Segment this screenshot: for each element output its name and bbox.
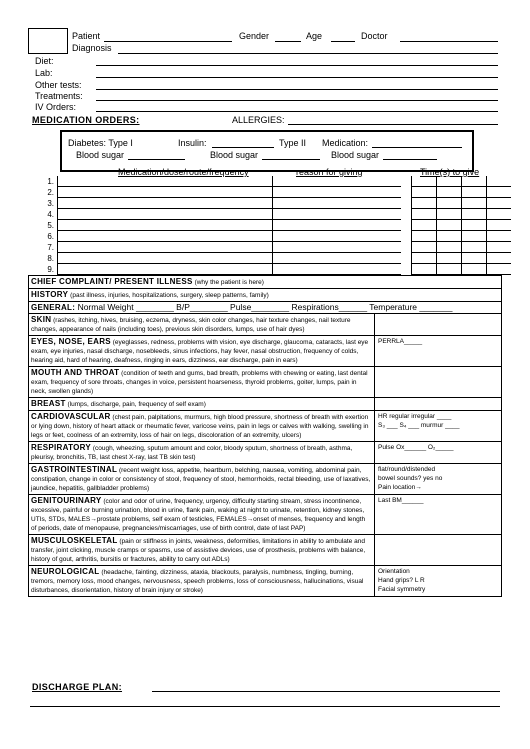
exam-section-title: SKIN bbox=[31, 315, 52, 324]
medication-row[interactable] bbox=[30, 209, 511, 220]
medication-row[interactable] bbox=[30, 264, 511, 275]
history-note: (past illness, injuries, hospitalizations, surgery, sleep patterns, family) bbox=[70, 292, 269, 299]
exam-section-body bbox=[29, 411, 374, 441]
exam-section-title: GENITOURINARY bbox=[31, 496, 102, 505]
medication-cell[interactable] bbox=[401, 231, 412, 242]
medication-cell[interactable] bbox=[462, 242, 487, 253]
medication-cell[interactable] bbox=[58, 242, 273, 253]
exam-section-row[interactable] bbox=[29, 336, 501, 367]
iv-orders-field[interactable] bbox=[96, 111, 498, 112]
diet-label: Diet: bbox=[35, 56, 54, 66]
exam-section-row[interactable] bbox=[29, 367, 501, 398]
medication-cell[interactable] bbox=[58, 253, 273, 264]
medication-row[interactable] bbox=[30, 187, 511, 198]
exam-section-body bbox=[29, 314, 374, 335]
discharge-plan-label: DISCHARGE PLAN: bbox=[32, 682, 123, 692]
medication-cell[interactable] bbox=[58, 198, 273, 209]
exam-section-findings[interactable]: Pulse Ox______ O₂_____ bbox=[374, 442, 501, 463]
medication-row-number: 1. bbox=[47, 176, 54, 186]
exam-section-findings[interactable] bbox=[374, 314, 501, 335]
medication-field[interactable] bbox=[372, 147, 462, 148]
medication-cell[interactable] bbox=[401, 253, 412, 264]
exam-section-body bbox=[29, 442, 374, 463]
medication-cell[interactable] bbox=[273, 231, 402, 242]
iv-orders-label: IV Orders: bbox=[35, 102, 77, 112]
medication-cell[interactable] bbox=[462, 231, 487, 242]
medication-cell[interactable] bbox=[437, 176, 462, 187]
exam-section-findings[interactable]: Last BM______ bbox=[374, 495, 501, 534]
exam-section-text: (condition of teeth and gums, bad breath, problems with chewing or eating, last dental exam, frequency of sore throats, changes in voice, persistent hoarseness, thyroid problems, goiter, lumps, pain in neck, swollen glands) bbox=[31, 370, 368, 395]
medication-cell[interactable] bbox=[401, 209, 412, 220]
blood-sugar-2-field[interactable] bbox=[262, 159, 320, 160]
medication-cell[interactable] bbox=[401, 242, 412, 253]
patient-label: Patient bbox=[72, 31, 101, 41]
medication-cell[interactable] bbox=[273, 264, 402, 275]
exam-section-text: (lumps, discharge, pain, frequency of self exam) bbox=[67, 401, 206, 408]
medication-cell[interactable] bbox=[487, 253, 512, 264]
exam-section-body bbox=[29, 336, 374, 366]
exam-section-title: MUSCULOSKELETAL bbox=[31, 536, 118, 545]
history-title: HISTORY bbox=[31, 290, 69, 299]
exam-section-text: (eyeglasses, redness, problems with vision, eye discharge, glaucoma, cataracts, last eye exam, eye injuries, nasal discharge, nosebleeds, sinus infections, hay fever, nasal obstruction, frequency of colds, hearing aid, hard of hearing, deafness, ringing in ears, dizziness, ear discharge, pain in ears) bbox=[31, 339, 369, 364]
medication-cell[interactable] bbox=[401, 187, 412, 198]
medication-cell[interactable] bbox=[273, 209, 402, 220]
medication-cell[interactable] bbox=[462, 220, 487, 231]
medication-cell[interactable] bbox=[412, 253, 437, 264]
medication-cell[interactable] bbox=[58, 220, 273, 231]
exam-section-body bbox=[29, 566, 374, 596]
medication-cell[interactable] bbox=[273, 187, 402, 198]
lab-label: Lab: bbox=[35, 68, 53, 78]
exam-section-row[interactable] bbox=[29, 464, 501, 495]
medication-cell[interactable] bbox=[437, 253, 462, 264]
doctor-label: Doctor bbox=[361, 31, 388, 41]
exam-section-findings[interactable]: Orientation Hand grips? L R Facial symmetry bbox=[374, 566, 501, 596]
medication-row-number: 5. bbox=[47, 220, 54, 230]
history-row[interactable] bbox=[29, 289, 501, 302]
diabetes-type1-label: Diabetes: Type I bbox=[68, 138, 133, 148]
medication-row[interactable] bbox=[30, 198, 511, 209]
medication-cell[interactable] bbox=[412, 220, 437, 231]
medication-cell[interactable] bbox=[273, 176, 402, 187]
exam-section-text: (headache, fainting, dizziness, ataxia, blackouts, paralysis, numbness, tingling, burning, tremors, memory loss, mood changes, nervousness, speech problems, loss of consciousness, hallucinations, visual disturbances, disorientation, history of brain injury or stroke) bbox=[31, 569, 364, 594]
diagnosis-field[interactable] bbox=[118, 53, 498, 54]
insulin-field[interactable] bbox=[212, 147, 274, 148]
exam-section-row[interactable] bbox=[29, 566, 501, 596]
exam-section-body bbox=[29, 495, 374, 534]
medication-cell[interactable] bbox=[437, 231, 462, 242]
medication-cell[interactable] bbox=[273, 253, 402, 264]
exam-section-text: (color and odor of urine, frequency, urgency, difficulty starting stream, stress incontinence, excessive, painful or burning urination, blood in urine, flank pain, waking at night to urinate, retention, kidney stones, UTIs, STDs, MALES→prostate problems, self exam of testicles, FEMALES→onset of menses, frequency and length of periods, date of menopause, pregnancies/miscarriages, use of birth control, date of last PAP) bbox=[31, 498, 366, 532]
discharge-plan-line-2[interactable] bbox=[30, 706, 500, 707]
medication-cell[interactable] bbox=[487, 242, 512, 253]
discharge-plan-line-1[interactable] bbox=[152, 691, 500, 692]
exam-section-row[interactable] bbox=[29, 398, 501, 411]
medication-cell[interactable] bbox=[401, 220, 412, 231]
chief-complaint-note: (why the patient is here) bbox=[194, 279, 264, 286]
medication-orders-heading: MEDICATION ORDERS: bbox=[32, 115, 140, 125]
medication-cell[interactable] bbox=[412, 209, 437, 220]
medication-cell[interactable] bbox=[401, 176, 412, 187]
exam-form bbox=[28, 275, 502, 597]
blood-sugar-3-label: Blood sugar bbox=[331, 150, 380, 160]
medication-cell[interactable] bbox=[412, 176, 437, 187]
col-reason-header: reason for giving bbox=[296, 167, 363, 177]
doctor-field[interactable] bbox=[400, 41, 498, 42]
medication-cell[interactable] bbox=[462, 253, 487, 264]
gender-field[interactable] bbox=[275, 41, 301, 42]
medication-cell[interactable] bbox=[437, 187, 462, 198]
medication-cell[interactable] bbox=[462, 264, 487, 275]
medication-cell[interactable] bbox=[412, 231, 437, 242]
exam-section-row[interactable] bbox=[29, 442, 501, 464]
medication-cell[interactable] bbox=[412, 187, 437, 198]
medication-table bbox=[30, 176, 511, 275]
age-label: Age bbox=[306, 31, 323, 41]
medication-row-number: 6. bbox=[47, 231, 54, 241]
medication-cell[interactable] bbox=[273, 220, 402, 231]
patient-field[interactable] bbox=[104, 41, 232, 42]
exam-section-title: NEUROLOGICAL bbox=[31, 567, 100, 576]
exam-section-title: GASTROINTESTINAL bbox=[31, 465, 118, 474]
exam-section-text: (pain or stiffness in joints, weakness, deformities, limitations in ability to ambulate and transfer, joint clicking, muscle cramps or spasms, use of assistive devices, use of prosthesis, problems with balance, history of gout, arthritis, bursitis or fractures, ability to carry out ADLs) bbox=[31, 538, 366, 563]
medication-cell[interactable] bbox=[487, 198, 512, 209]
medication-cell[interactable] bbox=[401, 264, 412, 275]
exam-section-title: MOUTH AND THROAT bbox=[31, 368, 120, 377]
medication-row[interactable] bbox=[30, 253, 511, 264]
treatments-label: Treatments: bbox=[35, 91, 83, 101]
medication-cell[interactable] bbox=[412, 198, 437, 209]
blood-sugar-3-field[interactable] bbox=[383, 159, 437, 160]
age-field[interactable] bbox=[331, 41, 355, 42]
general-title: GENERAL: bbox=[31, 303, 76, 312]
exam-section-findings[interactable]: HR regular irregular ____ S₃ ___ S₄ ___ murmur ____ bbox=[374, 411, 501, 441]
diagnosis-label: Diagnosis bbox=[72, 43, 112, 53]
medication-cell[interactable] bbox=[412, 242, 437, 253]
exam-section-text: (rashes, itching, hives, bruising, eczema, dryness, skin color changes, hair texture changes, nail texture changes, appearance of nails (including toes), previous skin disorders, lumps, use of hair dyes) bbox=[31, 317, 351, 333]
exam-section-findings[interactable] bbox=[374, 398, 501, 410]
medication-cell[interactable] bbox=[437, 198, 462, 209]
medication-cell[interactable] bbox=[487, 209, 512, 220]
medication-cell[interactable] bbox=[58, 209, 273, 220]
medication-cell[interactable] bbox=[462, 198, 487, 209]
exam-section-body bbox=[29, 398, 374, 410]
medication-cell[interactable] bbox=[58, 187, 273, 198]
blood-sugar-1-label: Blood sugar bbox=[76, 150, 125, 160]
medication-cell[interactable] bbox=[487, 220, 512, 231]
blood-sugar-2-label: Blood sugar bbox=[210, 150, 259, 160]
medication-cell[interactable] bbox=[401, 198, 412, 209]
gender-label: Gender bbox=[239, 31, 270, 41]
exam-section-row[interactable] bbox=[29, 495, 501, 535]
medication-cell[interactable] bbox=[487, 264, 512, 275]
medication-row[interactable] bbox=[30, 176, 511, 187]
medication-cell[interactable] bbox=[487, 176, 512, 187]
medication-cell[interactable] bbox=[487, 231, 512, 242]
medication-cell[interactable] bbox=[58, 264, 273, 275]
medication-cell[interactable] bbox=[273, 242, 402, 253]
exam-section-title: BREAST bbox=[31, 399, 66, 408]
medication-cell[interactable] bbox=[58, 176, 273, 187]
medication-cell[interactable] bbox=[412, 264, 437, 275]
exam-section-body bbox=[29, 367, 374, 397]
patient-id-box[interactable] bbox=[28, 28, 68, 54]
medication-row-number: 7. bbox=[47, 242, 54, 252]
medication-row[interactable] bbox=[30, 231, 511, 242]
medication-cell[interactable] bbox=[58, 231, 273, 242]
exam-section-body bbox=[29, 464, 374, 494]
col-time-header: Time(s) to give bbox=[420, 167, 480, 177]
general-row[interactable] bbox=[29, 302, 501, 314]
general-items: Normal Weight ________ B/P________ Pulse________ Respirations______ Temperature _______ bbox=[77, 302, 453, 312]
chief-complaint-title: CHIEF COMPLAINT/ PRESENT ILLNESS bbox=[31, 277, 193, 286]
exam-section-text: (recent weight loss, appetite, heartburn, belching, nausea, vomiting, abdominal pain, constipation, change in color or consistency of stool, frequency of stool, hemorrhoids, rectal bleeding, use of laxatives, jaundice, hepatitis, gallbladder problems) bbox=[31, 467, 371, 492]
medication-label: Medication: bbox=[322, 138, 369, 148]
medication-row[interactable] bbox=[30, 242, 511, 253]
exam-section-title: CARDIOVASCULAR bbox=[31, 412, 111, 421]
exam-section-row[interactable] bbox=[29, 535, 501, 566]
medication-cell[interactable] bbox=[462, 209, 487, 220]
exam-section-row[interactable] bbox=[29, 411, 501, 442]
medication-cell[interactable] bbox=[273, 198, 402, 209]
medication-cell[interactable] bbox=[437, 209, 462, 220]
type2-label: Type II bbox=[279, 138, 307, 148]
medication-row-number: 8. bbox=[47, 253, 54, 263]
exam-section-title: RESPIRATORY bbox=[31, 443, 92, 452]
medication-cell[interactable] bbox=[462, 176, 487, 187]
allergies-label: ALLERGIES: bbox=[232, 115, 285, 125]
medication-row[interactable] bbox=[30, 220, 511, 231]
medication-cell[interactable] bbox=[437, 220, 462, 231]
exam-section-findings[interactable] bbox=[374, 367, 501, 397]
medication-cell[interactable] bbox=[487, 187, 512, 198]
medication-cell[interactable] bbox=[437, 242, 462, 253]
medication-row-number: 2. bbox=[47, 187, 54, 197]
treatments-field[interactable] bbox=[96, 100, 498, 101]
exam-section-findings[interactable]: flat/round/distended bowel sounds? yes no Pain location→ bbox=[374, 464, 501, 494]
allergies-field[interactable] bbox=[288, 124, 498, 125]
lab-field[interactable] bbox=[96, 77, 498, 78]
medication-row-number: 4. bbox=[47, 209, 54, 219]
diet-field[interactable] bbox=[96, 65, 498, 66]
medication-cell[interactable] bbox=[462, 187, 487, 198]
exam-section-text: (chest pain, palpitations, murmurs, high blood pressure, shortness of breath with exertion or lying down, history of heart attack or rheumatic fever, varicose veins, pain in legs or calves with walking, swelling in legs or feet, coolness of an extremity, loss of hair on legs, discoloration of an extremity, ulcers) bbox=[31, 414, 369, 439]
blood-sugar-1-field[interactable] bbox=[128, 159, 185, 160]
insulin-label: Insulin: bbox=[178, 138, 207, 148]
medication-row-number: 9. bbox=[47, 264, 54, 274]
exam-section-body bbox=[29, 535, 374, 565]
medication-row-number: 3. bbox=[47, 198, 54, 208]
other-tests-label: Other tests: bbox=[35, 80, 82, 90]
other-tests-field[interactable] bbox=[96, 89, 498, 90]
medication-cell[interactable] bbox=[437, 264, 462, 275]
col-medication-header: Medication/dose/route/frequency bbox=[118, 167, 249, 177]
exam-section-findings[interactable]: PERRLA_____ bbox=[374, 336, 501, 366]
exam-section-row[interactable] bbox=[29, 314, 501, 336]
chief-complaint-row[interactable] bbox=[29, 276, 501, 289]
exam-section-findings[interactable] bbox=[374, 535, 501, 565]
exam-section-title: EYES, NOSE, EARS bbox=[31, 337, 111, 346]
exam-section-text: (cough, wheezing, sputum amount and color, bloody sputum, shortness of breath, asthma, pleurisy, bronchitis, TB, last chest X-ray, last TB skin test) bbox=[31, 445, 353, 461]
